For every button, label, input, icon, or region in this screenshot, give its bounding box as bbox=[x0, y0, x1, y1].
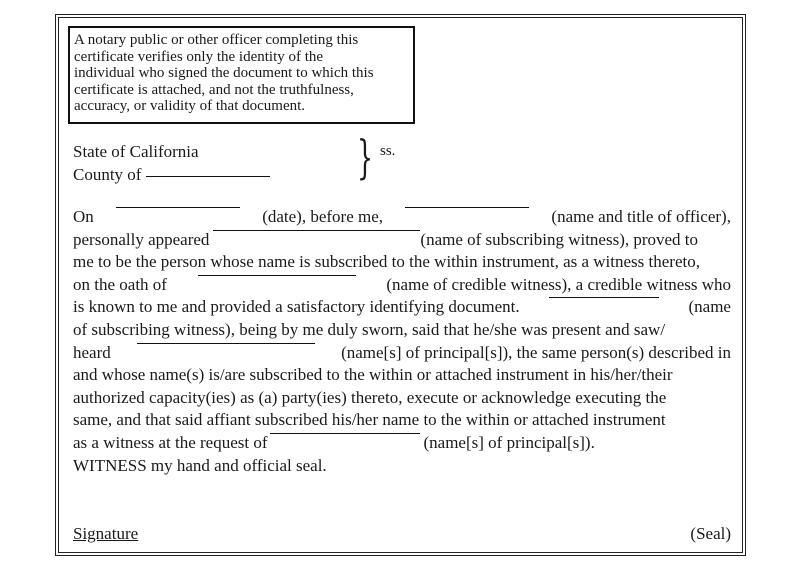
county-line bbox=[73, 163, 270, 186]
body-line: WITNESS my hand and official seal. bbox=[73, 455, 327, 475]
county-blank[interactable] bbox=[146, 175, 270, 177]
credible-witness-blank[interactable] bbox=[198, 274, 356, 276]
body-line: on the oath of (name of credible witness), a credible witness who bbox=[73, 274, 731, 294]
body-line: of subscribing witness), being by me duly sworn, said that he/she was present and saw/ bbox=[73, 319, 666, 339]
body-line: personally appeared (name of subscribing witness), proved to bbox=[73, 229, 699, 249]
disclaimer-line: individual who signed the document to which this bbox=[74, 65, 374, 81]
witness-name-blank[interactable] bbox=[213, 229, 420, 231]
brace-symbol: } bbox=[357, 130, 374, 184]
county-label: County of bbox=[73, 165, 142, 184]
body-line: heard (name[s] of principal[s]), the same person(s) described in bbox=[73, 342, 731, 362]
date-blank[interactable] bbox=[116, 206, 240, 208]
body-line: me to be the person whose name is subscribed to the within instrument, as a witness thereto, bbox=[73, 252, 700, 272]
disclaimer-line: A notary public or other officer completing this bbox=[74, 32, 359, 48]
signature-label: Signature bbox=[73, 524, 139, 543]
body-line: is known to me and provided a satisfactory identifying document. (name bbox=[73, 297, 731, 317]
disclaimer-line: certificate is attached, and not the truthfulness, bbox=[74, 81, 354, 98]
venue-block bbox=[73, 140, 270, 186]
state-line: State of California bbox=[73, 142, 199, 161]
certificate-body bbox=[73, 206, 731, 477]
body-line: as a witness at the request of (name[s] of principal[s]). bbox=[73, 432, 595, 452]
subscribing-witness-blank[interactable] bbox=[549, 296, 659, 298]
seal-label: (Seal) bbox=[690, 524, 731, 543]
request-principal-blank[interactable] bbox=[270, 432, 420, 434]
disclaimer-line: accuracy, or validity of that document. bbox=[74, 98, 306, 114]
disclaimer-line: certificate verifies only the identity of the bbox=[74, 48, 324, 65]
body-line: authorized capacity(ies) as (a) party(ies) thereto, execute or acknowledge executing the bbox=[73, 387, 667, 407]
ss-label: ss. bbox=[380, 143, 396, 159]
notary-disclaimer-box bbox=[68, 26, 415, 124]
officer-blank[interactable] bbox=[405, 206, 529, 208]
body-line: On (date), before me, (name and title of officer), bbox=[73, 207, 731, 226]
body-line: same, and that said affiant subscribed his/her name to the within or attached instrument bbox=[73, 410, 666, 430]
principal-blank[interactable] bbox=[137, 342, 315, 344]
body-line: and whose name(s) is/are subscribed to the within or attached instrument in his/her/their bbox=[73, 365, 673, 385]
